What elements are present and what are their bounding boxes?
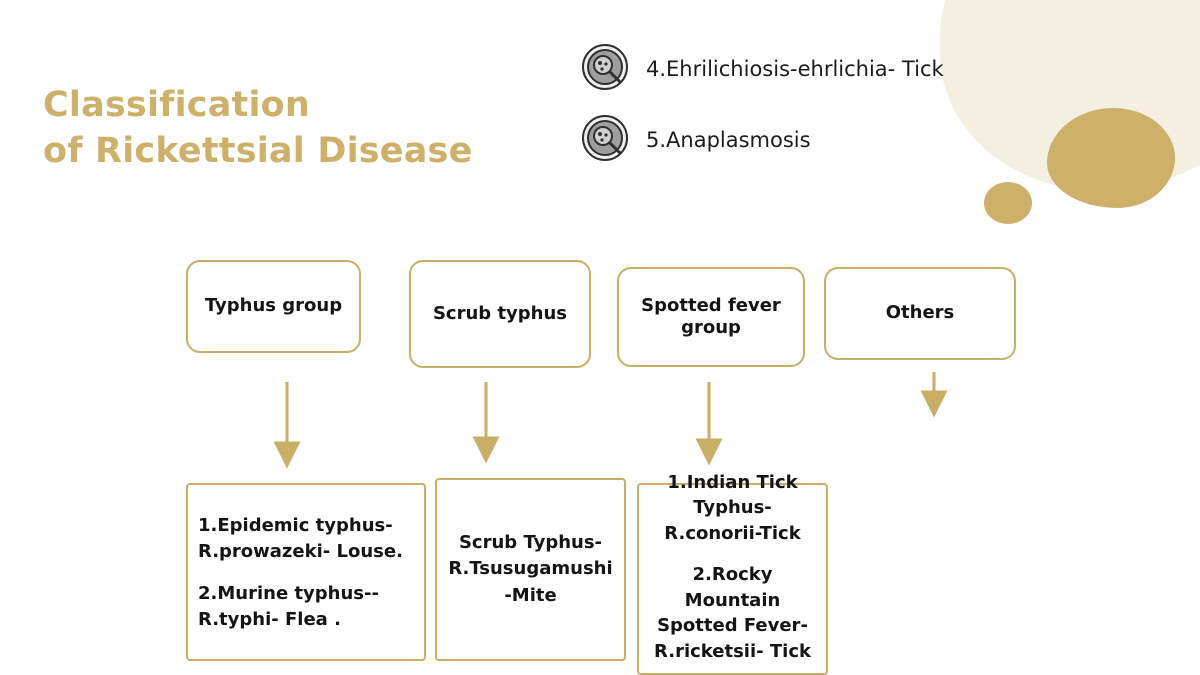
group-box-label: Spotted fever group (641, 294, 781, 338)
group-box-others[interactable] (824, 267, 1016, 360)
page-title (43, 82, 563, 174)
list-item-label: 4.Ehrilichiosis-ehrlichia- Tick (646, 57, 944, 81)
group-box-label: Scrub typhus (432, 302, 568, 324)
detail-item: 2.Murine typhus-- R.typhi- Flea . (198, 583, 379, 631)
decorative-gold-blob-large (1047, 108, 1175, 208)
detail-box-scrub-typhus[interactable] (435, 478, 626, 661)
group-box-label: Others (885, 302, 955, 324)
list-item-label: 5.Anaplasmosis (646, 128, 811, 152)
detail-item: Scrub Typhus- R.Tsusugamushi -Mite (448, 532, 613, 606)
detail-item: 1.Indian Tick Typhus- R.conorii-Tick (664, 471, 801, 544)
detail-item: 2.Rocky Mountain Spotted Fever- R.ricketsii- Tick (654, 564, 811, 662)
group-box-label: Typhus group (204, 295, 343, 317)
group-box-scrub-typhus[interactable] (409, 260, 591, 368)
list-item (580, 111, 1050, 169)
magnifier-icon (580, 43, 632, 95)
group-box-spotted-fever[interactable] (617, 267, 805, 367)
decorative-gold-blob-small (984, 182, 1032, 224)
magnifier-icon (580, 114, 632, 166)
detail-box-typhus[interactable] (186, 483, 426, 661)
group-box-typhus[interactable] (186, 260, 361, 353)
top-list (580, 40, 1050, 182)
list-item (580, 40, 1050, 98)
page-title-line-2: of Rickettsial Disease (43, 131, 473, 172)
detail-box-spotted-fever[interactable] (637, 471, 828, 675)
page-title-line-1: Classification (43, 85, 311, 125)
detail-item: 1.Epidemic typhus- R.prowazeki- Louse. (198, 515, 403, 563)
